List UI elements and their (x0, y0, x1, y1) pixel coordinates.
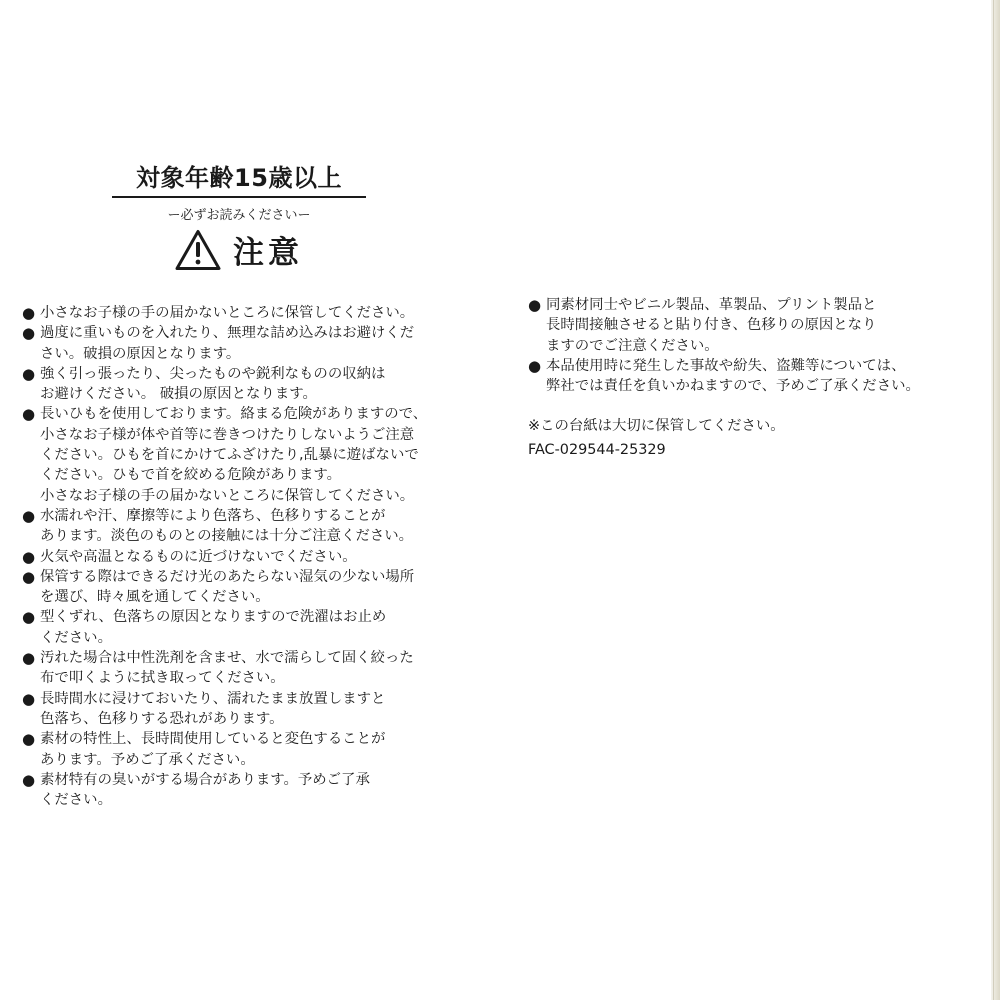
caution-item-text (40, 506, 492, 547)
bullet-icon: ● (22, 506, 36, 525)
caution-line: 布で叩くように拭き取ってください。 (40, 670, 285, 687)
caution-item (22, 303, 492, 323)
caution-line: ください。ひもで首を絞める危険があります。 (40, 467, 342, 484)
caution-line: 水濡れや汗、摩擦等により色落ち、色移りすることが (40, 507, 386, 524)
caution-list-right (528, 295, 988, 460)
caution-line: 長いひもを使用しております。絡まる危険がありますので、 (40, 406, 428, 423)
caution-line: 弊社では責任を負いかねますので、予めご了承ください。 (546, 378, 920, 395)
caution-item (22, 506, 492, 547)
caution-line: 強く引っ張ったり、尖ったものや鋭利なものの収納は (40, 365, 386, 382)
caution-line: 小さなお子様が体や首等に巻きつけたりしないようご注意 (40, 426, 415, 443)
bullet-icon: ● (22, 324, 36, 343)
caution-line: ください。ひもを首にかけてふざけたり,乱暴に遊ばないで (40, 447, 419, 464)
caution-item (22, 404, 492, 485)
caution-item-text (546, 295, 988, 356)
bullet-icon: ● (22, 730, 36, 749)
caution-line: さい。破損の原因となります。 (40, 345, 241, 362)
caution-item-text (40, 404, 492, 485)
bullet-icon: ● (22, 304, 36, 322)
caution-item-text (40, 648, 492, 689)
caution-line: 素材特有の臭いがする場合があります。予めご了承 (40, 771, 370, 788)
age-title: 対象年齢15歳以上 (112, 158, 366, 198)
caution-item-text (40, 323, 492, 364)
caution-line: あります。淡色のものとの接触には十分ご注意ください。 (40, 528, 414, 545)
caution-line: ますのでご注意ください。 (546, 337, 719, 354)
must-read-label: ー必ずお読みくださいー (167, 208, 311, 223)
caution-item (22, 648, 492, 689)
caution-item-text (40, 607, 492, 648)
caution-item (528, 295, 988, 356)
caution-item-text (40, 547, 492, 567)
caution-item-text (40, 689, 492, 730)
caution-item (22, 567, 492, 608)
caution-item (22, 729, 492, 770)
caution-list-right-items (528, 295, 988, 396)
caution-line: 色落ち、色移りする恐れがあります。 (40, 710, 284, 727)
bullet-icon: ● (528, 356, 542, 375)
caution-item (22, 689, 492, 730)
caution-item (22, 364, 492, 405)
caution-item-text (546, 356, 988, 397)
caution-line: 火気や高温となるものに近づけないでください。 (40, 548, 357, 565)
caution-line: ください。 (40, 629, 112, 646)
caution-item-text (40, 364, 492, 405)
product-code: FAC-029544-25329 (528, 441, 666, 458)
caution-line: 素材の特性上、長時間使用していると変色することが (40, 731, 386, 748)
bullet-icon: ● (22, 364, 36, 383)
bullet-icon: ● (22, 770, 36, 789)
caution-title: 注意 (233, 235, 303, 271)
caution-heading (112, 227, 366, 272)
caution-line: 同素材同士やビニル製品、革製品、プリント製品と (546, 297, 877, 313)
caution-item-text (40, 567, 492, 608)
bullet-icon: ● (22, 608, 36, 627)
caution-item-text (40, 729, 492, 770)
warning-triangle-icon (175, 229, 221, 271)
bullet-icon: ● (22, 405, 36, 424)
caution-item-text (40, 770, 492, 811)
bullet-icon: ● (22, 547, 36, 566)
caution-line: を選び、時々風を通してください。 (40, 589, 270, 606)
bullet-icon: ● (528, 296, 542, 314)
caution-header (112, 158, 366, 272)
caution-item (22, 607, 492, 648)
caution-item (528, 356, 988, 397)
caution-line: あります。予めご了承ください。 (40, 751, 255, 768)
caution-item-text (40, 303, 492, 323)
caution-item (22, 547, 492, 567)
bullet-icon: ● (22, 689, 36, 708)
caution-line: 小さなお子様の手の届かないところに保管してください。 (40, 487, 415, 504)
caution-line: 本品使用時に発生した事故や紛失、盗難等については、 (546, 357, 906, 374)
card-edge (991, 0, 1000, 1000)
caution-line: ください。 (40, 792, 112, 809)
keep-card-note: ※この台紙は大切に保管してください。 (528, 418, 785, 435)
caution-item (22, 323, 492, 364)
caution-line: 保管する際はできるだけ光のあたらない湿気の少ない場所 (40, 568, 415, 585)
caution-line: 小さなお子様の手の届かないところに保管してください。 (40, 305, 415, 321)
caution-line: 長時間水に浸けておいたり、濡れたまま放置しますと (40, 690, 386, 707)
bullet-icon: ● (22, 567, 36, 586)
caution-line: 長時間接触させると貼り付き、色移りの原因となり (546, 317, 877, 334)
caution-list-left (22, 303, 492, 810)
caution-line: 型くずれ、色落ちの原因となりますので洗濯はお止め (40, 609, 387, 626)
caution-item (22, 770, 492, 811)
caution-line: 汚れた場合は中性洗剤を含ませ、水で濡らして固く絞った (40, 650, 414, 667)
bullet-icon: ● (22, 649, 36, 668)
caution-line: 過度に重いものを入れたり、無理な詰め込みはお避けくだ (40, 325, 415, 342)
caution-line: お避けください。 破損の原因となります。 (40, 386, 317, 403)
